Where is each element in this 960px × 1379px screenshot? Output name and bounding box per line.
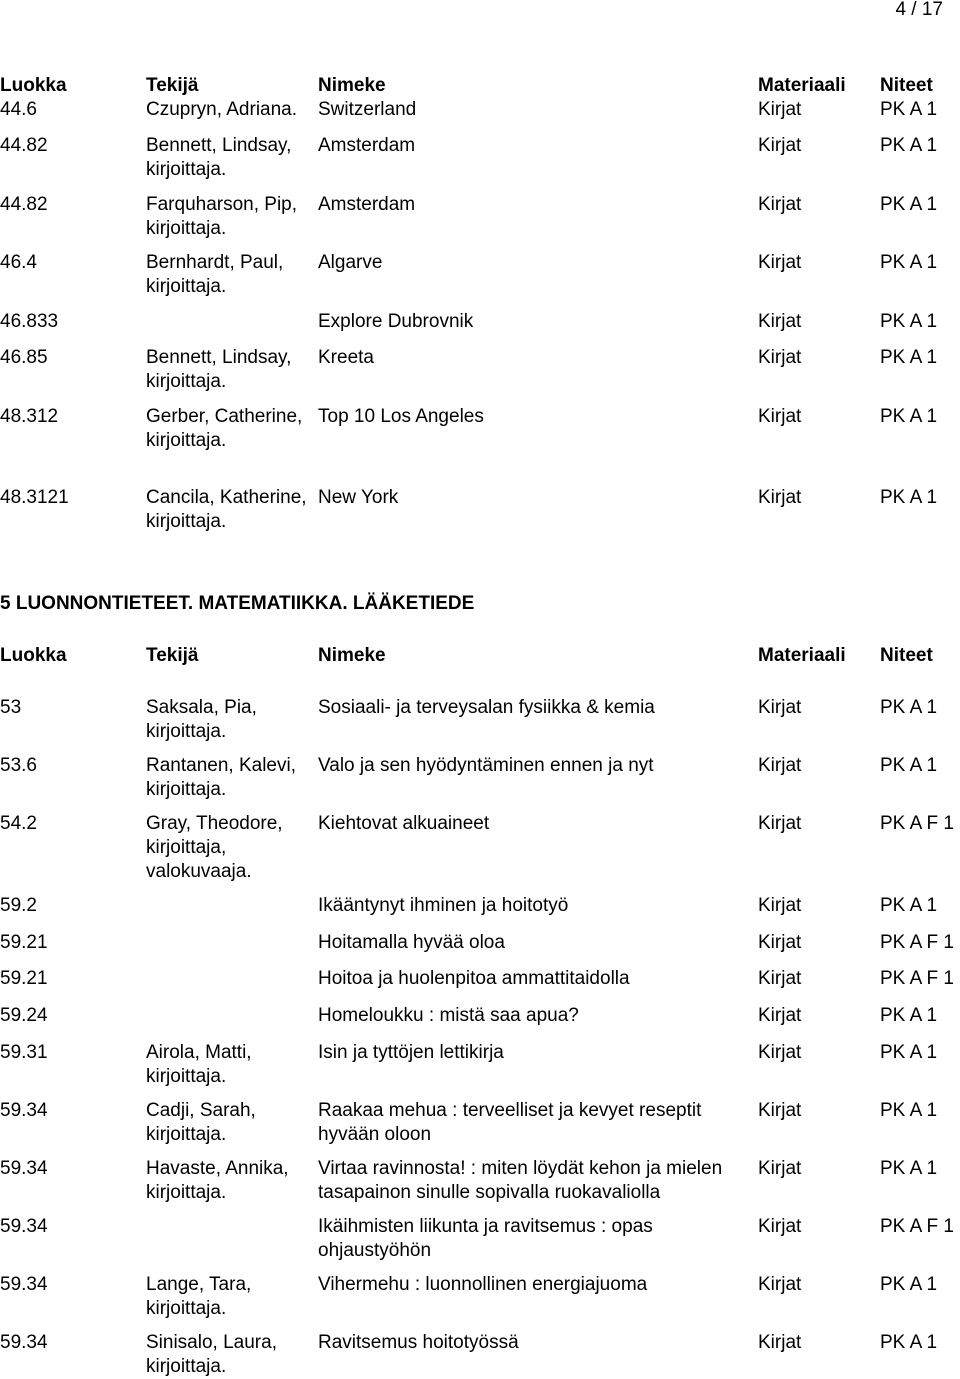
- cell-luokka: 54.2: [0, 813, 37, 834]
- cell-niteet: PK A 1: [880, 487, 938, 508]
- cell-luokka: 46.85: [0, 347, 48, 368]
- col-header-niteet: Niteet: [880, 75, 933, 96]
- cell-tekija: Sinisalo, Laura, kirjoittaja.: [146, 1332, 277, 1377]
- cell-materiaali: Kirjat: [758, 1042, 802, 1063]
- cell-luokka: 59.21: [0, 932, 48, 953]
- table-row: [0, 405, 960, 486]
- table-row: [0, 967, 960, 1004]
- col-header-materiaali: Materiaali: [758, 645, 846, 666]
- cell-niteet: PK A 1: [880, 1274, 938, 1295]
- cell-materiaali: Kirjat: [758, 1332, 802, 1353]
- cell-luokka: 48.312: [0, 406, 59, 427]
- cell-luokka: 46.4: [0, 252, 37, 273]
- cell-materiaali: Kirjat: [758, 1100, 802, 1121]
- section-heading: 5 LUONNONTIETEET. MATEMATIIKKA. LÄÄKETIEDE: [0, 593, 475, 614]
- table-row: [0, 134, 960, 193]
- cell-tekija: Bennett, Lindsay, kirjoittaja.: [146, 347, 292, 392]
- cell-nimeke: Kiehtovat alkuaineet: [318, 813, 490, 834]
- table-row: [0, 346, 960, 405]
- cell-niteet: PK A 1: [880, 406, 938, 427]
- cell-niteet: PK A 1: [880, 895, 938, 916]
- cell-luokka: 59.34: [0, 1158, 48, 1179]
- col-header-luokka: Luokka: [0, 75, 67, 96]
- cell-nimeke: Ravitsemus hoitotyössä: [318, 1332, 519, 1353]
- table-row: [0, 193, 960, 251]
- cell-nimeke: Valo ja sen hyödyntäminen ennen ja nyt: [318, 755, 654, 776]
- table-row: [0, 754, 960, 812]
- cell-materiaali: Kirjat: [758, 968, 802, 989]
- cell-tekija: [146, 310, 318, 346]
- cell-materiaali: Kirjat: [758, 1274, 802, 1295]
- cell-tekija: [146, 894, 318, 931]
- cell-tekija: Cadji, Sarah, kirjoittaja.: [146, 1100, 256, 1145]
- cell-tekija: Gerber, Catherine, kirjoittaja.: [146, 406, 303, 451]
- cell-niteet: PK A 1: [880, 755, 938, 776]
- cell-nimeke: Switzerland: [318, 99, 417, 120]
- cell-materiaali: Kirjat: [758, 1005, 802, 1026]
- cell-niteet: PK A 1: [880, 1005, 938, 1026]
- col-header-tekija: Tekijä: [146, 645, 199, 666]
- catalog-table-2: [0, 644, 960, 1379]
- table-row: [0, 931, 960, 967]
- cell-nimeke: Amsterdam: [318, 194, 416, 215]
- cell-luokka: 59.34: [0, 1216, 48, 1237]
- cell-tekija: [146, 967, 318, 1004]
- cell-nimeke: Isin ja tyttöjen lettikirja: [318, 1042, 504, 1063]
- cell-niteet: PK A F 1: [880, 932, 954, 953]
- cell-tekija: [146, 1215, 318, 1273]
- table-row: [0, 812, 960, 894]
- cell-niteet: PK A 1: [880, 99, 938, 120]
- section-sciences: [0, 644, 960, 1379]
- col-header-materiaali: Materiaali: [758, 75, 846, 96]
- cell-nimeke: Virtaa ravinnosta! : miten löydät kehon ja mielen tasapainon sinulle sopivalla ruokavaliolla: [318, 1158, 723, 1203]
- cell-nimeke: Homeloukku : mistä saa apua?: [318, 1005, 579, 1026]
- cell-luokka: 59.34: [0, 1274, 48, 1295]
- cell-luokka: 44.82: [0, 135, 48, 156]
- cell-luokka: 59.34: [0, 1100, 48, 1121]
- table-row: [0, 486, 960, 558]
- cell-niteet: PK A 1: [880, 1042, 938, 1063]
- cell-nimeke: Vihermehu : luonnollinen energiajuoma: [318, 1274, 648, 1295]
- cell-materiaali: Kirjat: [758, 1216, 802, 1237]
- table-row: [0, 696, 960, 754]
- cell-nimeke: Hoitamalla hyvää oloa: [318, 932, 505, 953]
- col-header-luokka: Luokka: [0, 645, 67, 666]
- cell-nimeke: Top 10 Los Angeles: [318, 406, 484, 427]
- catalog-table-1: [0, 74, 960, 558]
- cell-materiaali: Kirjat: [758, 755, 802, 776]
- table-row: [0, 1099, 960, 1157]
- cell-tekija: Airola, Matti, kirjoittaja.: [146, 1042, 252, 1087]
- cell-nimeke: Sosiaali- ja terveysalan fysiikka & kemia: [318, 697, 655, 718]
- cell-nimeke: Raakaa mehua : terveelliset ja kevyet reseptit hyvään oloon: [318, 1100, 702, 1145]
- cell-niteet: PK A 1: [880, 1158, 938, 1179]
- cell-nimeke: Ikääntynyt ihminen ja hoitotyö: [318, 895, 569, 916]
- cell-nimeke: New York: [318, 487, 399, 508]
- cell-niteet: PK A F 1: [880, 1216, 954, 1237]
- cell-nimeke: Explore Dubrovnik: [318, 311, 474, 332]
- cell-tekija: Bernhardt, Paul, kirjoittaja.: [146, 252, 284, 297]
- table-header-row: [0, 644, 960, 696]
- cell-tekija: Gray, Theodore, kirjoittaja, valokuvaaja.: [146, 813, 283, 882]
- cell-tekija: Bennett, Lindsay, kirjoittaja.: [146, 135, 292, 180]
- cell-tekija: Farquharson, Pip, kirjoittaja.: [146, 194, 298, 239]
- col-header-tekija: Tekijä: [146, 75, 199, 96]
- cell-tekija: [146, 931, 318, 967]
- cell-luokka: 59.2: [0, 895, 37, 916]
- table-row: [0, 1273, 960, 1331]
- cell-tekija: Havaste, Annika, kirjoittaja.: [146, 1158, 289, 1203]
- cell-niteet: PK A 1: [880, 135, 938, 156]
- col-header-nimeke: Nimeke: [318, 645, 386, 666]
- cell-materiaali: Kirjat: [758, 252, 802, 273]
- cell-niteet: PK A 1: [880, 1100, 938, 1121]
- cell-materiaali: Kirjat: [758, 347, 802, 368]
- cell-niteet: PK A 1: [880, 311, 938, 332]
- cell-materiaali: Kirjat: [758, 697, 802, 718]
- cell-luokka: 59.24: [0, 1005, 48, 1026]
- table-row: [0, 310, 960, 346]
- cell-materiaali: Kirjat: [758, 932, 802, 953]
- cell-niteet: PK A 1: [880, 194, 938, 215]
- cell-materiaali: Kirjat: [758, 1158, 802, 1179]
- cell-materiaali: Kirjat: [758, 135, 802, 156]
- col-header-niteet: Niteet: [880, 645, 933, 666]
- cell-tekija: Cancila, Katherine, kirjoittaja.: [146, 487, 307, 532]
- cell-materiaali: Kirjat: [758, 487, 802, 508]
- cell-nimeke: Algarve: [318, 252, 383, 273]
- cell-materiaali: Kirjat: [758, 895, 802, 916]
- cell-tekija: Saksala, Pia, kirjoittaja.: [146, 697, 257, 742]
- cell-luokka: 48.3121: [0, 487, 69, 508]
- page-number: 4 / 17: [895, 0, 943, 20]
- table-row: [0, 1215, 960, 1273]
- cell-luokka: 59.31: [0, 1042, 48, 1063]
- table-row: [0, 1004, 960, 1041]
- cell-materiaali: Kirjat: [758, 194, 802, 215]
- cell-niteet: PK A F 1: [880, 813, 954, 834]
- cell-tekija: Czupryn, Adriana.: [146, 99, 298, 120]
- cell-luokka: 53.6: [0, 755, 37, 776]
- cell-materiaali: Kirjat: [758, 813, 802, 834]
- table-row: [0, 98, 960, 134]
- table-row: [0, 1041, 960, 1099]
- cell-luokka: 53: [0, 697, 22, 718]
- cell-niteet: PK A 1: [880, 1332, 938, 1353]
- cell-niteet: PK A 1: [880, 697, 938, 718]
- cell-nimeke: Hoitoa ja huolenpitoa ammattitaidolla: [318, 968, 630, 989]
- cell-materiaali: Kirjat: [758, 311, 802, 332]
- cell-materiaali: Kirjat: [758, 406, 802, 427]
- table-row: [0, 1157, 960, 1215]
- table-row: [0, 894, 960, 931]
- cell-tekija: Rantanen, Kalevi, kirjoittaja.: [146, 755, 296, 800]
- cell-luokka: 44.82: [0, 194, 48, 215]
- cell-nimeke: Amsterdam: [318, 135, 416, 156]
- cell-nimeke: Ikäihmisten liikunta ja ravitsemus : opas ohjaustyöhön: [318, 1216, 653, 1261]
- cell-tekija: [146, 1004, 318, 1041]
- cell-luokka: 46.833: [0, 311, 59, 332]
- cell-nimeke: Kreeta: [318, 347, 374, 368]
- section-travel: [0, 74, 960, 558]
- table-row: [0, 251, 960, 310]
- cell-niteet: PK A F 1: [880, 968, 954, 989]
- cell-luokka: 44.6: [0, 99, 37, 120]
- cell-niteet: PK A 1: [880, 252, 938, 273]
- col-header-nimeke: Nimeke: [318, 75, 386, 96]
- cell-tekija: Lange, Tara, kirjoittaja.: [146, 1274, 252, 1319]
- cell-materiaali: Kirjat: [758, 99, 802, 120]
- cell-niteet: PK A 1: [880, 347, 938, 368]
- table-header-row: [0, 74, 960, 98]
- table-row: [0, 1331, 960, 1379]
- cell-luokka: 59.34: [0, 1332, 48, 1353]
- cell-luokka: 59.21: [0, 968, 48, 989]
